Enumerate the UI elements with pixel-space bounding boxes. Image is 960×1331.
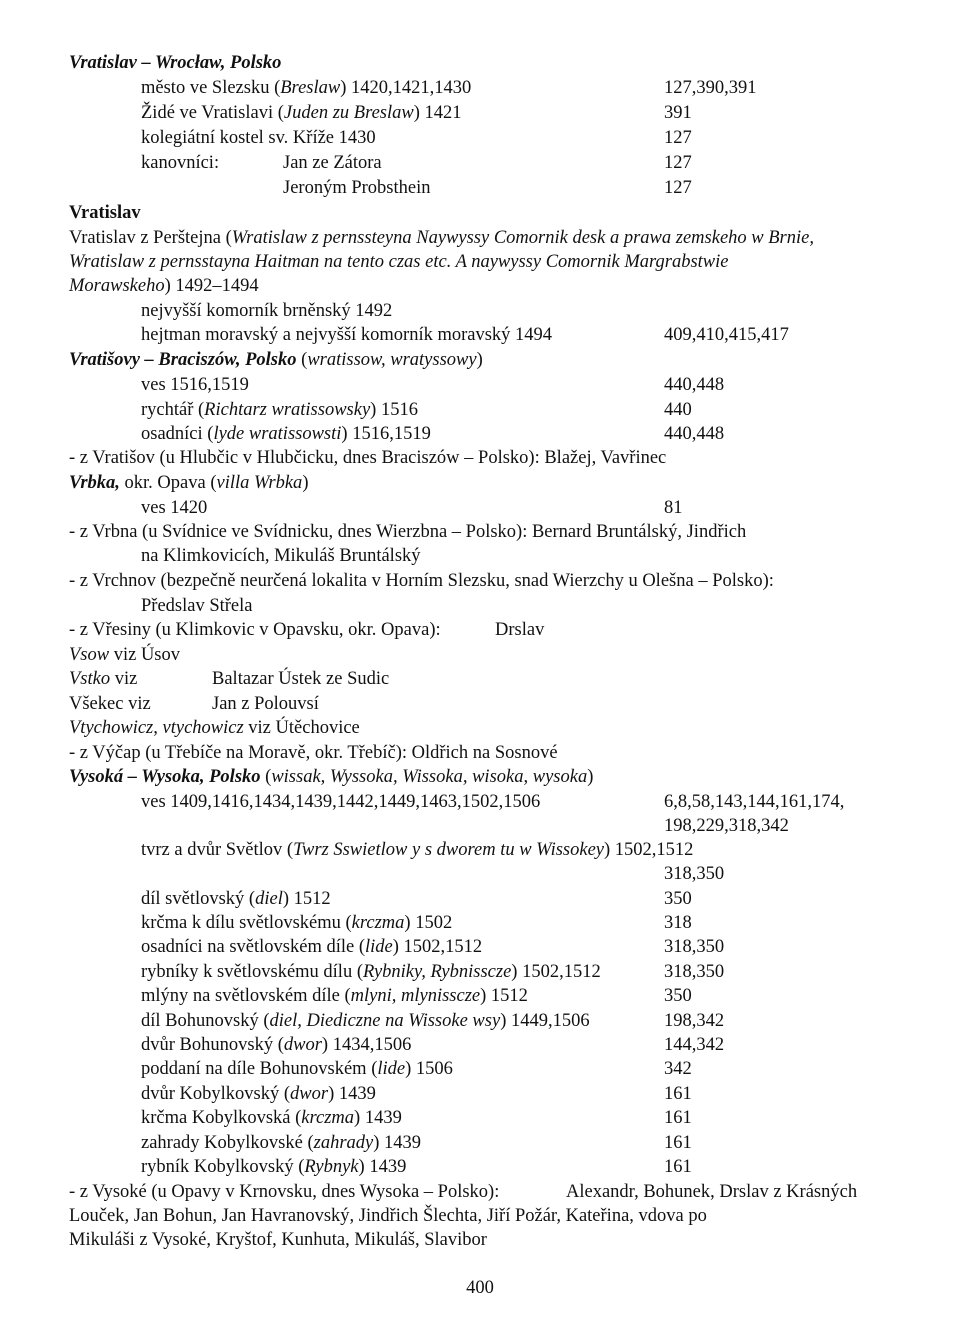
line-text: - z Vratišov (u Hlubčic v Hlubčicku, dnes Braciszów – Polsko): Blažej, Vavřinec — [69, 448, 667, 468]
line-text: Morawskeho) 1492–1494 — [69, 276, 259, 296]
page-refs: 127 — [664, 128, 692, 148]
person-name: Jeroným Probsthein — [283, 178, 431, 198]
page-refs: 198,342 — [664, 1011, 725, 1031]
page-refs: 409,410,415,417 — [664, 325, 789, 345]
line-text: Předslav Střela — [141, 596, 253, 616]
row-text: osadníci na světlovském díle (lide) 1502,1512 — [141, 937, 483, 957]
row-text: krčma k dílu světlovskému (krczma) 1502 — [141, 913, 453, 933]
row-text: ves 1516,1519 — [141, 375, 249, 395]
row-text: díl světlovský (diel) 1512 — [141, 889, 331, 909]
page-refs: 127 — [664, 153, 692, 173]
line-text: na Klimkovicích, Mikuláš Bruntálský — [141, 546, 421, 566]
page-refs: 161 — [664, 1133, 692, 1153]
row-text: město ve Slezsku (Breslaw) 1420,1421,1430 — [141, 78, 472, 98]
row-text: poddaní na díle Bohunovském (lide) 1506 — [141, 1059, 453, 1079]
row-text: krčma Kobylkovská (krczma) 1439 — [141, 1108, 402, 1128]
person-name: Drslav — [495, 620, 545, 640]
row-text: nejvyšší komorník brněnský 1492 — [141, 301, 393, 321]
page-refs: 144,342 — [664, 1035, 725, 1055]
line-text: Vratislav z Perštejna (Wratislaw z pernssteyna Naywyssy Comornik desk a prawa zemskeho w Brnie, — [69, 228, 814, 248]
page-refs: 127 — [664, 178, 692, 198]
page-number: 400 — [466, 1278, 494, 1298]
row-text: ves 1420 — [141, 498, 208, 518]
heading-text: Vratislav – Wrocław, Polsko — [69, 53, 282, 73]
heading-text: Vrbka, okr. Opava (villa Wrbka) — [69, 473, 309, 493]
page-refs: 198,229,318,342 — [664, 816, 789, 836]
row-text: rychtář (Richtarz wratissowsky) 1516 — [141, 400, 418, 420]
row-text: Židé ve Vratislavi (Juden zu Breslaw) 1421 — [141, 103, 462, 123]
person-name: Baltazar Ústek ze Sudic — [212, 669, 390, 689]
page-refs: 161 — [664, 1157, 692, 1177]
heading-text: Vratislav — [69, 203, 141, 223]
line-text: Vsow viz Úsov — [69, 645, 181, 665]
row-text: zahrady Kobylkovské (zahrady) 1439 — [141, 1133, 422, 1153]
row-text: dvůr Kobylkovský (dwor) 1439 — [141, 1084, 376, 1104]
page-refs: 342 — [664, 1059, 692, 1079]
person-names: Alexandr, Bohunek, Drslav z Krásných — [566, 1182, 858, 1202]
line-text: - z Výčap (u Třebíče na Moravě, okr. Třebíč): Oldřich na Sosnové — [69, 743, 558, 763]
page-refs: 440 — [664, 400, 692, 420]
page-refs: 318,350 — [664, 864, 725, 884]
heading-text: Vysoká – Wysoka, Polsko (wissak, Wyssoka, Wissoka, wisoka, wysoka) — [69, 767, 594, 787]
row-text: rybníky k světlovskému dílu (Rybniky, Rybnisscze) 1502,1512 — [141, 962, 601, 982]
row-text: rybník Kobylkovský (Rybnyk) 1439 — [141, 1157, 407, 1177]
row-label: kanovníci: — [141, 153, 220, 173]
heading-text: Vratišovy – Braciszów, Polsko (wratissow, wratyssowy) — [69, 350, 483, 370]
page-refs: 318 — [664, 913, 692, 933]
page-refs: 161 — [664, 1108, 692, 1128]
line-text: - z Vřesiny (u Klimkovic v Opavsku, okr. Opava): — [69, 620, 441, 640]
page-refs: 440,448 — [664, 375, 725, 395]
page-refs: 350 — [664, 986, 692, 1006]
row-text: ves 1409,1416,1434,1439,1442,1449,1463,1502,1506 — [141, 792, 541, 812]
page-refs: 6,8,58,143,144,161,174, — [664, 792, 845, 812]
page-refs: 81 — [664, 498, 683, 518]
line-text: Vtychowicz, vtychowicz viz Útěchovice — [69, 718, 360, 738]
line-text: - z Vysoké (u Opavy v Krnovsku, dnes Wysoka – Polsko): — [69, 1182, 500, 1202]
line-text: Louček, Jan Bohun, Jan Havranovský, Jindřich Šlechta, Jiří Požár, Kateřina, vdova po — [69, 1206, 707, 1226]
line-text: - z Vrbna (u Svídnice ve Svídnicku, dnes Wierzbna – Polsko): Bernard Bruntálský, Jindřich — [69, 522, 747, 542]
line-text: Wratislaw z pernsstayna Haitman na tento czas etc. A naywyssy Comornik Margrabstwie — [69, 252, 729, 272]
row-text: díl Bohunovský (diel, Diediczne na Wissoke wsy) 1449,1506 — [141, 1011, 590, 1031]
page-refs: 127,390,391 — [664, 78, 757, 98]
page-refs: 318,350 — [664, 937, 725, 957]
line-text: Mikuláši z Vysoké, Kryštof, Kunhuta, Mikuláš, Slavibor — [69, 1230, 487, 1250]
page-refs: 161 — [664, 1084, 692, 1104]
line-text: Vstko viz — [69, 669, 138, 689]
page-refs: 318,350 — [664, 962, 725, 982]
line-text: Všekec viz — [69, 694, 151, 714]
line-text: - z Vrchnov (bezpečně neurčená lokalita v Horním Slezsku, snad Wierzchy u Olešna – Polsko): — [69, 571, 774, 591]
person-name: Jan ze Zátora — [283, 153, 382, 173]
page-refs: 391 — [664, 103, 692, 123]
row-text: mlýny na světlovském díle (mlyni, mlynisscze) 1512 — [141, 986, 528, 1006]
row-text: hejtman moravský a nejvyšší komorník moravský 1494 — [141, 325, 553, 345]
row-text: dvůr Bohunovský (dwor) 1434,1506 — [141, 1035, 412, 1055]
page-refs: 440,448 — [664, 424, 725, 444]
row-text: tvrz a dvůr Světlov (Twrz Sswietlow y s dworem tu w Wissokey) 1502,1512 — [141, 840, 694, 860]
row-text: kolegiátní kostel sv. Kříže 1430 — [141, 128, 376, 148]
person-name: Jan z Polouvsí — [212, 694, 319, 714]
row-text: osadníci (lyde wratissowsti) 1516,1519 — [141, 424, 431, 444]
page-refs: 350 — [664, 889, 692, 909]
